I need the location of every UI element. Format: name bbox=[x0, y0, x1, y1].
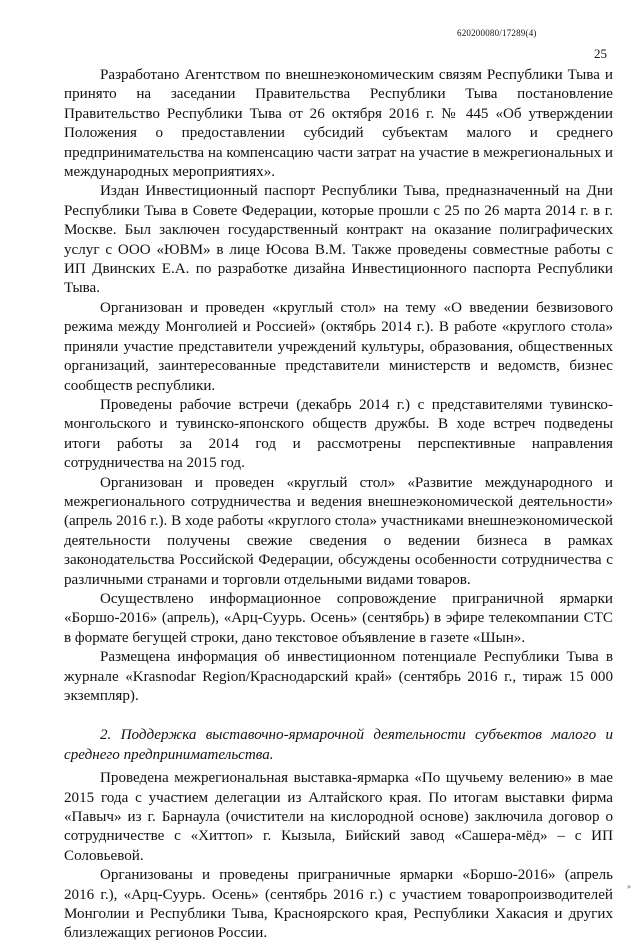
margin-mark: » bbox=[627, 882, 631, 891]
paragraph: Размещена информация об инвестиционном потенциале Республики Тыва в журнале «Krasnodar Region/Краснодарский край» (сентябрь 2016 г., тираж 15 000 экземпляр). bbox=[64, 649, 613, 704]
paragraph: Организован и проведен «круглый стол» «Развитие международного и межрегионального сотрудничества и ведения внешнеэкономической деятельности» (апрель 2016 г.). В ходе работы «круглого стола» участниками внешнеэкономической деятельности получены свежие сведения о ведении бизнеса в рамках законодательства Российской Федерации, обсуждены особенности сотрудничества с различными странами и торговли отдельными видами товаров. bbox=[64, 474, 613, 588]
document-id: 620200080/17289(4) bbox=[457, 28, 537, 38]
paragraph: Организован и проведен «круглый стол» на тему «О введении безвизового режима между Монголией и Россией» (октябрь 2014 г.). В работе «круглого стола» приняли участие представители учреждений культуры, образования, общественных организаций, заинтересованные представители министерств и ведомств, бизнес сообществ республики. bbox=[64, 299, 613, 394]
paragraph: Осуществлено информационное сопровождение приграничной ярмарки «Боршо-2016» (апрель), «Арц-Суурь. Осень» (сентябрь) в эфире телекомпании СТС в формате бегущей строки, дано текстовое объявление в газете «Шын». bbox=[64, 590, 613, 646]
paragraph: Разработано Агентством по внешнеэкономическим связям Республики Тыва и принято на заседании Правительства Республики Тыва постановление Правительство Республики Тыва от 26 октября 2016 г. № 445 «Об утверждении Положения о предоставлении субсидий субъектам малого и среднего предпринимательства на компенсацию части затрат на участие в межрегиональных и международных мероприятиях». bbox=[64, 67, 613, 181]
section-heading: 2. Поддержка выставочно-ярмарочной деятельности субъектов малого и среднего предпринимательства. bbox=[64, 727, 613, 763]
paragraph: Издан Инвестиционный паспорт Республики Тыва, предназначенный на Дни Республики Тыва в Совете Федерации, которые прошли с 25 по 26 марта 2014 г. в г. Москве. Был заключен государственный контракт на оказание полиграфических услуг с ООО «ЮВМ» в лице Юсова В.М. Также проведены совместные работы с ИП Двинских Е.А. по разработке дизайна Инвестиционного паспорта Республики Тыва. bbox=[64, 183, 613, 297]
page-number: 25 bbox=[594, 46, 607, 61]
document-body bbox=[64, 66, 613, 944]
paragraph: Проведена межрегиональная выставка-ярмарка «По щучьему велению» в мае 2015 года с участием делегации из Алтайского края. По итогам выставки фирма «Павыч» из г. Барнаула (очистители на кислородной основе) заключила договор о сотрудничестве с «Хиттоп» г. Кызыла, Бийский завод «Сашера-мёд» – с ИП Соловьевой. bbox=[64, 770, 613, 864]
paragraph: Организованы и проведены приграничные ярмарки «Боршо-2016» (апрель 2016 г.), «Арц-Суурь. Осень» (сентябрь 2016 г.) с участием товаропроизводителей Монголии и Республики Тыва, Красноярского края, Республики Хакасия и других близлежащих регионов России. bbox=[64, 867, 613, 942]
paragraph: Проведены рабочие встречи (декабрь 2014 г.) с представителями тувинско-монгольского и тувинско-японского обществ дружбы. В ходе встреч подведены итоги работы за 2014 год и рассмотрены перспективные направления сотрудничества на 2015 год. bbox=[64, 396, 613, 472]
